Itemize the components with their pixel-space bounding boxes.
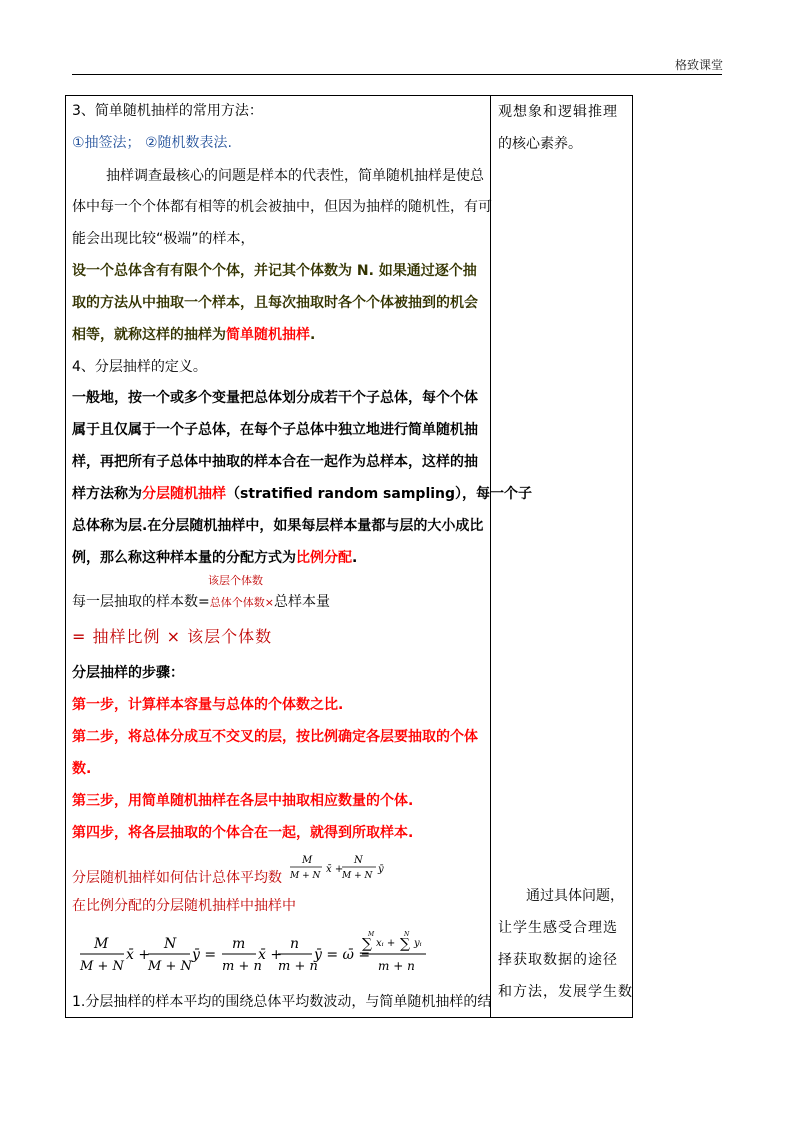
goal-top-line2: 的核心素养。 [498,136,582,152]
svg-text:x̄ +: x̄ + [326,864,344,875]
svg-text:m + n: m + n [378,959,415,973]
step-3: 第三步，用简单随机抽样在各层中抽取相应数量的个体. [72,793,414,809]
formula-prefix: 每一层抽取的样本数= [72,594,210,610]
srs-def-line1: 设一个总体含有有限个个体，并记其个体数为 N. 如果通过逐个抽 [72,263,477,279]
strat-def-line5: 总体称为层.在分层随机抽样中，如果每层样本量都与层的大小成比 [72,518,484,534]
heading-3: 3、简单随机抽样的常用方法： [72,103,263,119]
svg-text:ȳ: ȳ [378,864,384,875]
svg-text:N: N [164,936,177,952]
goal-bottom-line3: 择获取数据的途径 [498,952,618,968]
proportional-term: 比例分配 [296,550,352,566]
svg-text:ȳ =: ȳ = [192,947,217,963]
svg-text:xᵢ +: xᵢ + [376,938,396,949]
strat-term: 分层随机抽样 [142,486,226,502]
step-1: 第一步，计算样本容量与总体的个体数之比. [72,697,344,713]
svg-text:ȳ = ω̄ =: ȳ = ω̄ = [314,947,371,963]
formula-line2: = 抽样比例 × 该层个体数 [72,627,273,646]
strat-def-line6: 例，那么称这种样本量的分配方式为比例分配. [72,550,358,566]
svg-text:M + N: M + N [148,959,192,974]
step-2b: 数. [72,761,92,777]
formula-numerator: 该层个体数 [208,574,263,587]
svg-text:M + N: M + N [342,871,373,881]
svg-text:M + N: M + N [80,959,124,974]
svg-text:m + n: m + n [278,959,318,974]
svg-text:x̄ +: x̄ + [126,947,151,963]
svg-text:M: M [94,936,109,952]
para1-line1: 抽样调查最核心的问题是样本的代表性，简单随机抽样是使总 [106,168,484,184]
strat-def-line2: 属于且仅属于一个子总体，在每个子总体中独立地进行简单随机抽 [72,422,478,438]
svg-text:N: N [404,931,410,938]
strat-def-line3: 样，再把所有子总体中抽取的样本合在一起作为总样本，这样的抽 [72,454,478,470]
svg-text:m + n: m + n [222,959,262,974]
weighted-mean-formula [288,853,388,883]
svg-text:yᵢ: yᵢ [414,938,422,949]
svg-text:m: m [232,936,246,952]
header-title: 格致课堂 [675,58,724,72]
step-2a: 第二步，将总体分成互不交叉的层，按比例确定各层要抽取的个体 [72,729,478,745]
methods-line: ①抽签法； ②随机数表法. [72,135,233,151]
formula-denominator: 总体个体数 [209,596,265,609]
svg-text:N: N [354,855,363,866]
step-4: 第四步，将各层抽取的个体合在一起，就得到所取样本. [72,825,414,841]
para1-line2: 体中每一个个体都有相等的机会被抽中，但因为抽样的随机性，有可 [72,199,492,215]
estimate-question: 分层随机抽样如何估计总体平均数 [72,870,282,886]
strat-def-line1: 一般地，按一个或多个变量把总体划分成若干个子总体，每个个体 [72,390,478,406]
goal-top-line1: 观想象和逻辑推理 [498,104,618,120]
strat-def-line4: 样方法称为分层随机抽样（stratified random sampling），每一个子 [72,486,533,502]
steps-title: 分层抽样的步骤： [72,665,184,681]
svg-text:M: M [368,931,375,938]
formula-line: 每一层抽取的样本数=总体个体数×总样本量 [72,594,330,610]
goal-bottom-line4: 和方法，发展学生数 [498,984,633,1000]
last-line: 1.分层抽样的样本平均的围绕总体平均数波动，与简单随机抽样的结 [72,994,492,1010]
goals-column [498,96,633,1017]
heading-4: 4、分层抽样的定义。 [72,359,207,375]
lesson-table [65,95,633,1018]
header-rule [72,74,722,75]
formula-suffix: 总样本量 [273,594,330,610]
svg-text:∑: ∑ [362,936,372,952]
svg-text:∑: ∑ [400,936,410,952]
goal-bottom-line1: 通过具体问题， [526,888,624,904]
content-column [72,96,533,1017]
estimate-proportional: 在比例分配的分层随机抽样中抽样中 [72,898,296,914]
svg-text:x̄ +: x̄ + [258,947,283,963]
srs-def-line3: 相等，就称这样的抽样为简单随机抽样. [72,327,316,343]
goal-bottom-line2: 让学生感受合理选 [498,920,618,936]
srs-term: 简单随机抽样 [226,327,310,343]
svg-text:M: M [302,855,313,866]
srs-def-line2: 取的方法从中抽取一个样本，且每次抽取时各个个体被抽到的机会 [72,295,478,311]
svg-text:n: n [290,936,300,952]
svg-text:M + N: M + N [290,871,321,881]
stratified-mean-formula [78,928,428,978]
column-divider [490,96,491,1017]
para1-line3: 能会出现比较“极端”的样本， [72,231,255,247]
